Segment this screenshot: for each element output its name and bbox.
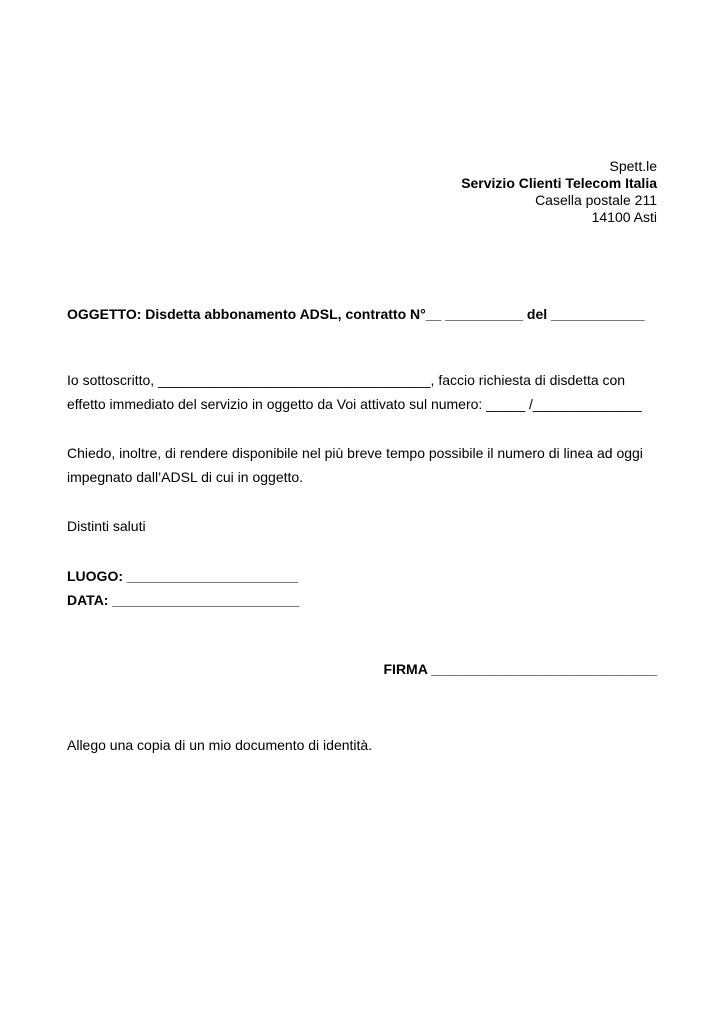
place-date-block	[67, 564, 299, 612]
request-paragraph	[67, 368, 667, 416]
closing-greeting: Distinti saluti	[67, 518, 146, 534]
signature-field: FIRMA _____________________________	[383, 661, 657, 677]
request-line-1: Io sottoscritto, ___________________________________, faccio richiesta di disdetta con	[67, 372, 626, 388]
recipient-city: 14100 Asti	[591, 209, 657, 225]
request-line-2: effetto immediato del servizio in oggetto da Voi attivato sul numero: _____ /______________	[67, 396, 642, 412]
subject-line: OGGETTO: Disdetta abbonamento ADSL, contratto N°__ __________ del ____________	[67, 306, 645, 322]
recipient-name: Servizio Clienti Telecom Italia	[461, 175, 657, 191]
line-release-line-1: Chiedo, inoltre, di rendere disponibile nel più breve tempo possibile il numero di linea ad oggi	[67, 445, 643, 461]
attachment-note: Allego una copia di un mio documento di identità.	[67, 737, 373, 753]
recipient-salutation: Spett.le	[609, 158, 657, 174]
recipient-block	[461, 158, 657, 226]
recipient-address: Casella postale 211	[535, 192, 657, 208]
line-release-paragraph	[67, 441, 667, 489]
place-field: LUOGO: ______________________	[67, 568, 299, 584]
date-field: DATA: ________________________	[67, 592, 300, 608]
line-release-line-2: impegnato dall’ADSL di cui in oggetto.	[67, 469, 304, 485]
